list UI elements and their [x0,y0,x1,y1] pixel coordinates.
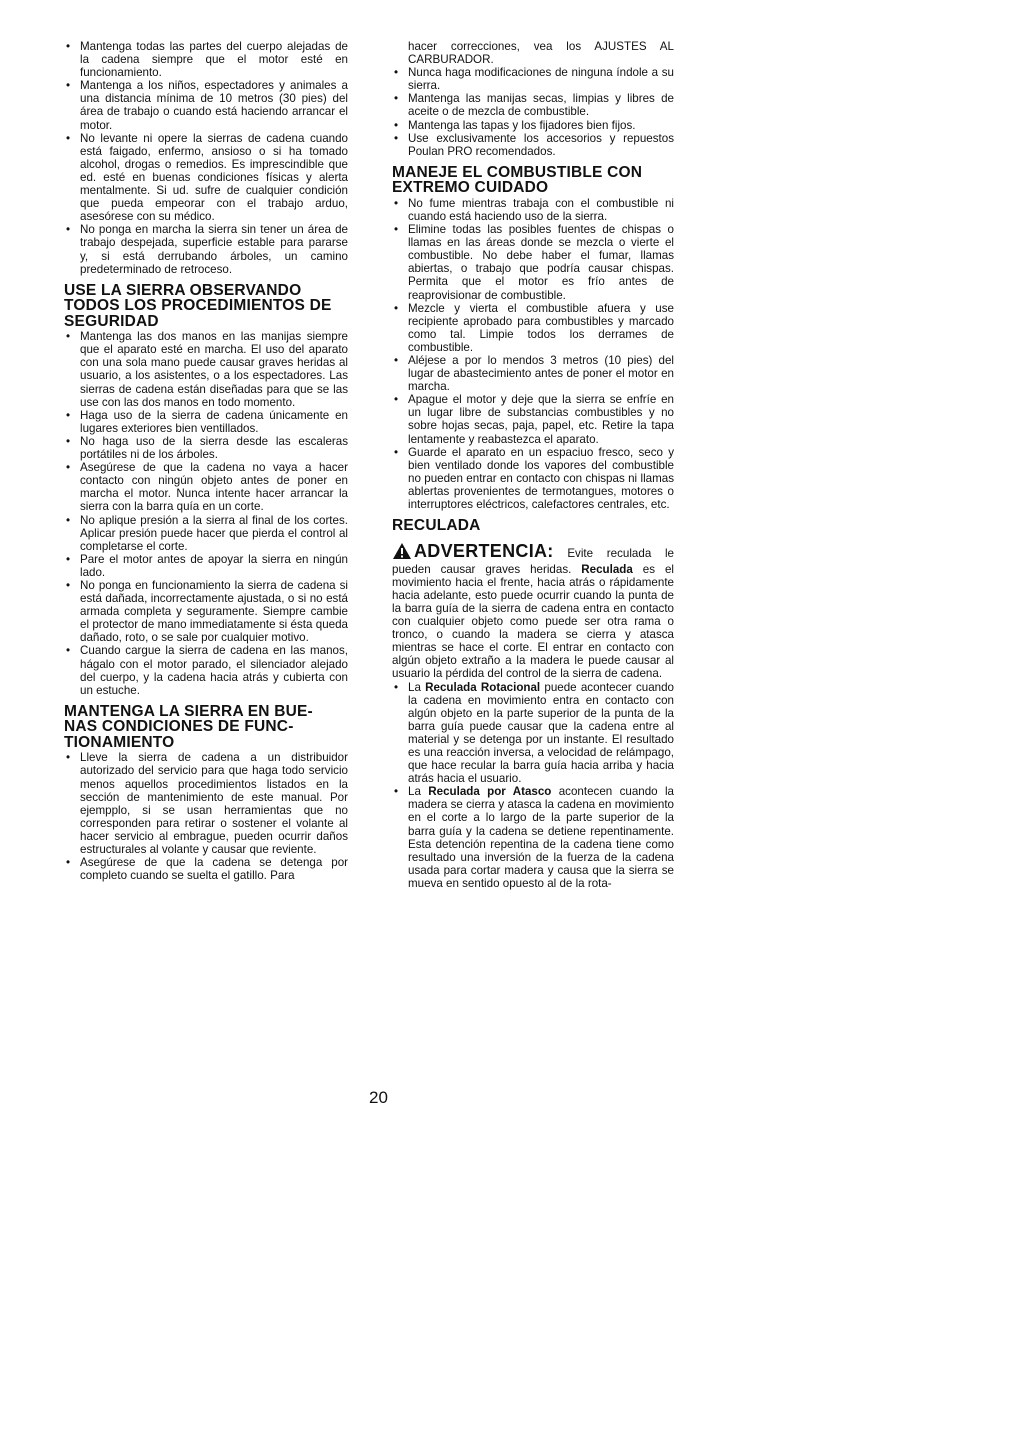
right-column [392,40,674,890]
warning-title: ADVERTENCIA: [414,540,554,561]
page-number: 20 [369,1088,388,1107]
list-item: • No haga uso de la sierra desde las escaleras portátiles ni de los árboles. [64,435,348,461]
list-item: • Apague el motor y deje que la sierra se enfríe en un lugar libre de substancias combustibles y no sobre hojas secas, paja, papel, etc. Retire la tapa lentamente y reabastezca el aparato. [392,393,674,445]
list-item-prefix: La [408,785,429,799]
continued-text: hacer correcciones, vea los AJUSTES AL CARBURADOR. [408,40,674,67]
section-heading-reculada: RECULADA [392,517,481,535]
list-item-text: puede acontecer cuando la cadena en movimiento entra en contacto con algún objeto en la parte superior de la punta de la barra guía puede causar que la cadena entre al material y se detenga por un instante. El resultado es una reacción inversa, a velocidad de relámpago, que hace recular la barra guía hacia arriba y hacia atrás hacia el usuario. [408,680,674,786]
list-item: • No levante ni opere la sierras de cadena cuando está faigado, enfermo, ansioso o si ha tomado alcohol, drogas o remedios. Es imprescindible que ed. esté en buenas condiciones físicas y alerta mentalmente. Si ud. sufre de cualquier condición que pueda empeorar con el trabajo arduo, asesórese con su médico. [64,132,348,224]
section-heading-combustible: MANEJE EL COMBUSTIBLE CON EXTREMO CUIDADO [392,163,643,197]
list-item: • Pare el motor antes de apoyar la sierra en ningún lado. [64,553,348,579]
list-item: • Mantenga todas las partes del cuerpo alejadas de la cadena siempre que el motor esté en funcionamiento. [64,40,348,79]
section-heading-condiciones: MANTENGA LA SIERRA EN BUE- NAS CONDICIONES DE FUNC- TIONAMIENTO [64,702,313,751]
list-item [392,681,674,786]
list-item: • No fume mientras trabaja con el combustible ni cuando está haciendo uso de la sierra. [392,197,674,223]
list-item: • Elimine todas las posibles fuentes de chispas o llamas en las áreas donde se mezcla o vierte el combustible. No debe haber el fumar, llamas abiertas, o trabajo que podría causar chispas. Permita que el motor es frío antes de reaprovisionar de combustible. [392,223,674,302]
list-item: • Cuando cargue la sierra de cadena en las manos, hágalo con el motor parado, el silenciador alejado del cuerpo, y la cadena hacia atrás y cubierta con un estuche. [64,644,348,696]
warning-text-continued: es el movimiento hacia el frente, hacia atrás o rápidamente hacia adelante, esto puede ocurrir cuando la punta de la barra guía de la sierra de cadena entra en contacto con cualquier objeto como puede ser otra rama o tronco, o cuando la madera se cierra y atasca mientras se hace el corte. El entrar en contacto con algún objeto extraño a la madera le puede causar al usuario la pérdida del control de la sierra de cadena. [392,562,674,681]
list-item: • No aplique presión a la sierra al final de los cortes. Aplicar presión puede hacer que pierda el control al completarse el corte. [64,514,348,553]
list-item: • Asegúrese de que la cadena no vaya a hacer contacto con ningún objeto antes de poner en marcha el motor. Nunca intente hacer arrancar la sierra con la barra quía en un corte. [64,461,348,513]
list-item: • Guarde el aparato en un espaciuo fresco, seco y bien ventilado donde los vapores del combustible no pueden entrar en contacto con chispas ni llamas ablertas provenientes de termotangues, motores o interruptores eléctricos, calefactores centrales, etc. [392,446,674,511]
list-item: • Mantenga a los niños, espectadores y animales a una distancia mínima de 10 metros (30 pies) del área de trabajo o cuando está haciendo arrancar el motor. [64,79,348,131]
list-item: • Lleve la sierra de cadena a un distribuidor autorizado del servicio para que haga todo servicio menos aquellos procedimientos listados en la sección de mantenimiento de este manual. Por ejempplo, si se usan herramientas que no corresponden para retirar o sostener el volante al hacer servicio al embrague, pueden ocurrir daños estructurales al volante y causar que reviente. [64,751,348,856]
warning-paragraph [392,542,674,681]
left-column [64,40,348,882]
list-item-prefix: La [408,680,426,694]
list-item-text: acontecen cuando la madera se cierra y atasca la cadena en movimiento en el corte a lo largo de la parte superior de la barra guía y la cadena se detiene repentinamente. Esta detención repentina de la cadena tiene como resultado una inversión de la fuerza de la cadena usada para cortar madera y causa que la sierra se mueva en sentido opuesto al de la rota- [408,785,674,890]
list-item [392,785,674,890]
list-item: • Mantenga las manijas secas, limpias y libres de aceite o de mezcla de combustible. [392,92,674,118]
list-item: • Asegúrese de que la cadena se detenga por completo cuando se suelta el gatillo. Para [64,856,348,882]
list-item: • Mantenga las tapas y los fijadores bien fijos. [392,119,674,132]
list-item: • No ponga en marcha la sierra sin tener un área de trabajo despejada, superficie estable para pararse y, si está derrubando árboles, un camino predeterminado de retroceso. [64,223,348,275]
warning-bold-term: Reculada [581,562,633,576]
list-item: • Nunca haga modificaciones de ninguna índole a su sierra. [392,66,674,92]
list-item: • Mantenga las dos manos en las manijas siempre que el aparato esté en marcha. El uso del aparato con una sola mano puede causar graves heridas al usuario, a los asistentes, o a los espectadores. Las sierras de cadena están diseñadas para que se las use con las dos manos en todo momento. [64,330,348,409]
warning-text: Evite reculada le pueden causar graves heridas. [392,546,674,576]
list-item: • No ponga en funcionamiento la sierra de cadena si está dañada, incorrectamente ajustada, o si no está armada completa y seguramente. Siempre cambie el protector de mano immediatamente si ésta queda dañado, roto, o se sale por cualquier motivo. [64,579,348,644]
list-item: • Aléjese a por lo mendos 3 metros (10 pies) del lugar de abastecimiento antes de poner el motor en marcha. [392,354,674,393]
list-item: • Haga uso de la sierra de cadena únicamente en lugares exteriores bien ventillados. [64,409,348,435]
list-item-bold-term: Reculada Rotacional [425,680,541,694]
section-heading-procedimientos: USE LA SIERRA OBSERVANDO TODOS LOS PROCEDIMIENTOS DE SEGURIDAD [64,281,332,330]
list-item-bold-term: Reculada por Atasco [428,785,552,799]
list-item: • Use exclusivamente los accesorios y repuestos Poulan PRO recomendados. [392,132,674,158]
warning-triangle-icon [392,542,412,563]
list-item: • Mezcle y vierta el combustible afuera y use recipiente aprobado para combustibles y marcado como tal. Limpie todos los derrames de combustible. [392,302,674,354]
